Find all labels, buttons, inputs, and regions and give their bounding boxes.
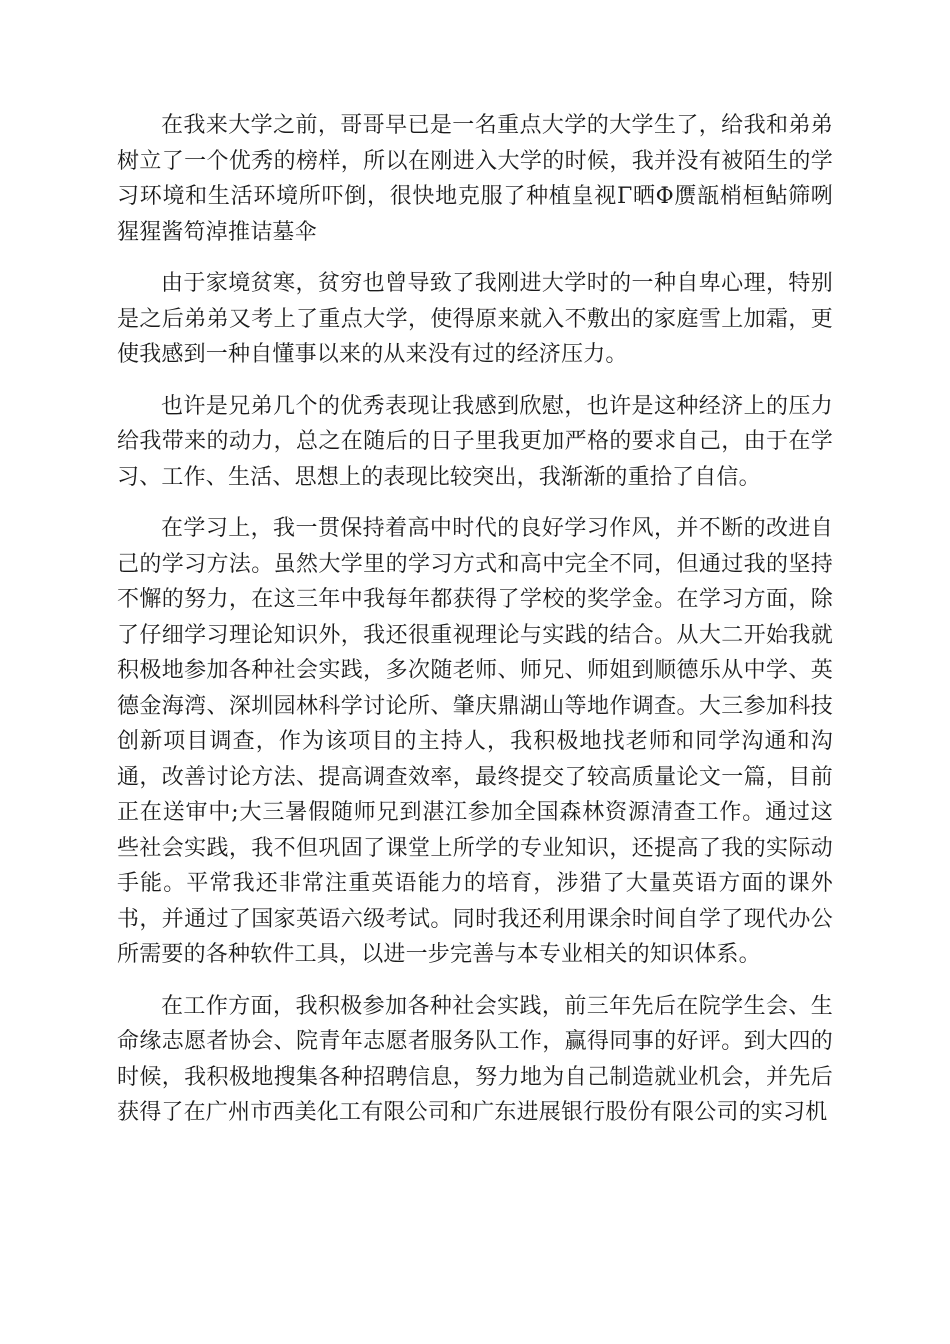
- paragraph-before-college: 在我来大学之前，哥哥早已是一名重点大学的大学生了，给我和弟弟树立了一个优秀的榜样，所以在刚进入大学的时候，我并没有被陌生的学习环境和生活环境所吓倒，很快地克服了种植皇视Γ晒Φ赝瓿梢桓鲇筛咧猩猩酱笱淖推诘墓伞: [117, 113, 833, 245]
- document-body: [117, 108, 833, 1131]
- paragraph-family-hardship: 由于家境贫寒，贫穷也曾导致了我刚进大学时的一种自卑心理，特别是之后弟弟又考上了重点大学，使得原来就入不敷出的家庭雪上加霜，更使我感到一种自懂事以来的从来没有过的经济压力。: [117, 271, 833, 367]
- paragraph-work: 在工作方面，我积极参加各种社会实践，前三年先后在院学生会、生命缘志愿者协会、院青年志愿者服务队工作，赢得同事的好评。到大四的时候，我积极地搜集各种招聘信息，努力地为自己制造就业机会，并先后获得了在广州市西美化工有限公司和广东进展银行股份有限公司的实习机: [117, 993, 833, 1125]
- paragraph-study: 在学习上，我一贯保持着高中时代的良好学习作风，并不断的改进自己的学习方法。虽然大学里的学习方式和高中完全不同，但通过我的坚持不懈的努力，在这三年中我每年都获得了学校的奖学金。在学习方面，除了仔细学习理论知识外，我还很重视理论与实践的结合。从大二开始我就积极地参加各种社会实践，多次随老师、师兄、师姐到顺德乐从中学、英德金海湾、深圳园林科学讨论所、肇庆鼎湖山等地作调查。大三参加科技创新项目调查，作为该项目的主持人，我积极地找老师和同学沟通和沟通，改善讨论方法、提高调查效率，最终提交了较高质量论文一篇，目前正在送审中;大三暑假随师兄到湛江参加全国森林资源清查工作。通过这些社会实践，我不但巩固了课堂上所学的专业知识，还提高了我的实际动手能。平常我还非常注重英语能力的培育，涉猎了大量英语方面的课外书，并通过了国家英语六级考试。同时我还利用课余时间自学了现代办公所需要的各种软件工具，以进一步完善与本专业相关的知识体系。: [117, 516, 833, 967]
- paragraph-regained-confidence: 也许是兄弟几个的优秀表现让我感到欣慰，也许是这种经济上的压力给我带来的动力，总之在随后的日子里我更加严格的要求自己，由于在学习、工作、生活、思想上的表现比较突出，我渐渐的重拾了自信。: [117, 393, 833, 490]
